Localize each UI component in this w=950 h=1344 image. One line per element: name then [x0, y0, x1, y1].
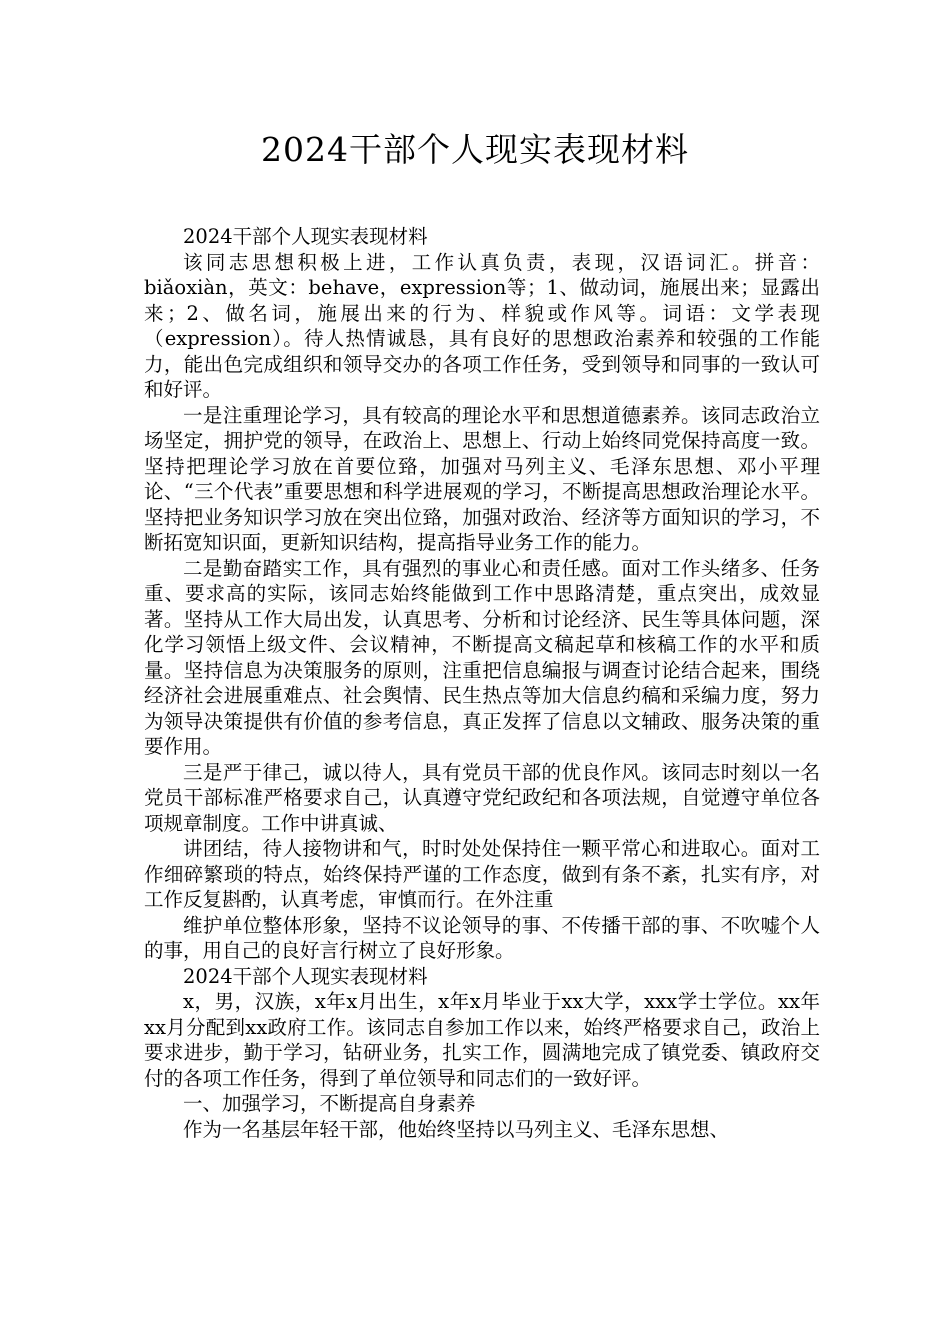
paragraph: x，男，汉族，x年x月出生，x年x月毕业于xx大学，xxx学士学位。xx年xx月分配到xx政府工作。该同志自参加工作以来，始终严格要求自己，政治上要求进步，勤于学习，钻研业务，扎实工作，圆满地完成了镇党委、镇政府交付的各项工作任务，得到了单位领导和同志们的一致好评。: [144, 990, 820, 1090]
paragraph: 该同志思想积极上进，工作认真负责，表现，汉语词汇。拼音：biǎoxiàn，英文：behave，expression等；1、做动词，施展出来；显露出来；2、做名词，施展出来的行为、样貌或作风等。词语：文学表现（expression）。待人热情诚恳，具有良好的思想政治素养和较强的工作能力，能出色完成组织和领导交办的各项工作任务，受到领导和同事的一致认可和好评。: [144, 250, 820, 401]
document-title: 2024干部个人现实表现材料: [261, 130, 689, 169]
paragraph: 2024干部个人现实表现材料: [183, 225, 428, 248]
paragraph: 三是严于律己，诚以待人，具有党员干部的优良作风。该同志时刻以一名党员干部标准严格要求自己，认真遵守党纪政纪和各项法规，自觉遵守单位各项规章制度。工作中讲真诚、: [144, 760, 820, 835]
paragraph: 作为一名基层年轻干部，他始终坚持以马列主义、毛泽东思想、: [183, 1117, 730, 1141]
paragraph: 一、加强学习，不断提高自身素养: [183, 1092, 476, 1115]
paragraph: 二是勤奋踏实工作，具有强烈的事业心和责任感。面对工作头绪多、任务重、要求高的实际，该同志始终能做到工作中思路清楚，重点突出，成效显著。坚持从工作大局出发，认真思考、分析和讨论经济、民生等具体问题，深化学习领悟上级文件、会议精神，不断提高文稿起草和核稿工作的水平和质量。坚持信息为决策服务的原则，注重把信息编报与调查讨论结合起来，围绕经济社会进展重难点、社会舆情、民生热点等加大信息约稿和采编力度，努力为领导决策提供有价值的参考信息，真正发挥了信息以文辅政、服务决策的重要作用。: [144, 556, 820, 758]
paragraph: 维护单位整体形象，坚持不议论领导的事、不传播干部的事、不吹嘘个人的事，用自己的良好言行树立了良好形象。: [144, 913, 820, 962]
paragraph: 一是注重理论学习，具有较高的理论水平和思想道德素养。该同志政治立场坚定，拥护党的领导，在政治上、思想上、行动上始终同党保持高度一致。坚持把理论学习放在首要位臵，加强对马列主义、毛泽东思想、邓小平理论、“三个代表”重要思想和科学进展观的学习，不断提高思想政治理论水平。坚持把业务知识学习放在突出位臵，加强对政治、经济等方面知识的学习，不断拓宽知识面，更新知识结构，提高指导业务工作的能力。: [144, 403, 820, 554]
paragraph: 讲团结，待人接物讲和气，时时处处保持住一颗平常心和进取心。面对工作细碎繁琐的特点，始终保持严谨的工作态度，做到有条不紊，扎实有序，对工作反复斟酌，认真考虑，审慎而行。在外注重: [144, 837, 820, 911]
document-body: [144, 224, 820, 1142]
paragraph: 2024干部个人现实表现材料: [183, 964, 428, 988]
